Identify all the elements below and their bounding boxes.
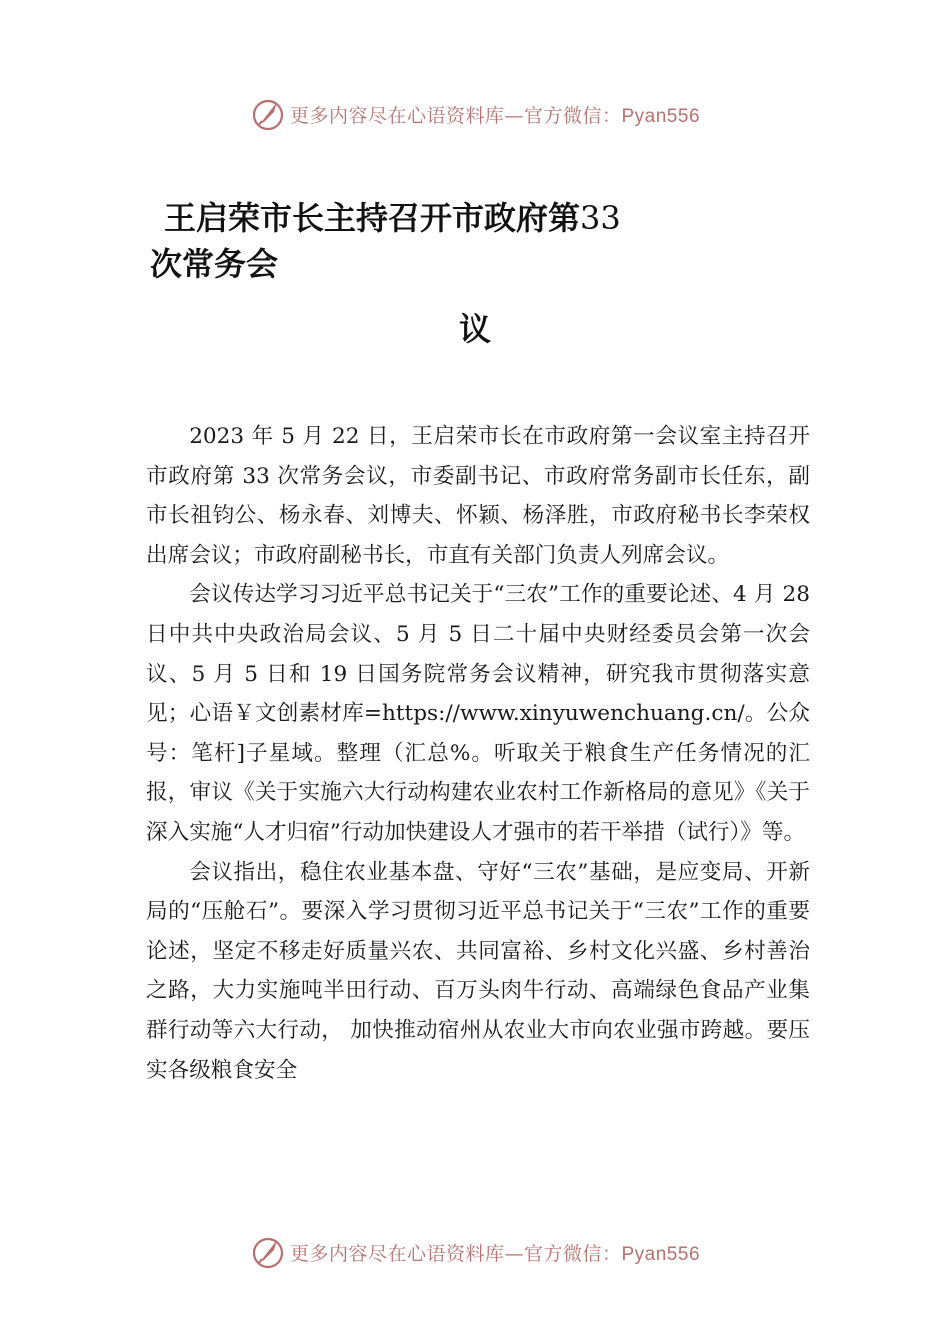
wechat-id: Pyan556 bbox=[621, 105, 701, 127]
title-number: 33 bbox=[580, 199, 621, 237]
document-title bbox=[150, 195, 810, 287]
quill-pen-icon bbox=[250, 1234, 286, 1270]
paragraph-2: 会议传达学习习近平总书记关于“三农”工作的重要论述、4 月 28 日中共中央政治局会议、5 月 5 日二十届中央财经委员会第一次会议、5 月 5 日和 19 日国务院常务会议精神，研究我市贯彻落实意见；心语￥文创素材库=https://www.xinyuwenchuang.cn/。公众号：笔杆]子星域。整理（汇总%。听取关于粮食生产任务情况的汇报，审议《关于实施六大行动构建农业农村工作新格局的意见》《关于深入实施“人才归宿”行动加快建设人才强市的若干举措（试行）》等。 bbox=[146, 582, 810, 845]
paragraph-1: 2023 年 5 月 22 日，王启荣市长在市政府第一会议室主持召开市政府第 33 次常务会议，市委副书记、市政府常务副市长任东，副市长祖钧公、杨永春、刘博夫、怀颖、杨泽胜，市政府秘书长李荣权出席会议；市政府副秘书长，市直有关部门负责人列席会议。 bbox=[146, 424, 810, 568]
wechat-id: Pyan556 bbox=[621, 1243, 701, 1265]
title-line-2: 次常务会 bbox=[150, 245, 279, 283]
banner-text: 更多内容尽在心语资料库—官方微信：Pyan556 bbox=[289, 1242, 701, 1265]
paragraph-3: 会议指出，稳住农业基本盘、守好“三农”基础，是应变局、开新局的“压舱石”。要深入学习贯彻习近平总书记关于“三农”工作的重要论述，坚定不移走好质量兴农、共同富裕、乡村文化兴盛、乡村善治之路，大力实施吨半田行动、百万头肉牛行动、高端绿色食品产业集群行动等六大行动， 加快推动宿州从农业大市向农业强市跨越。要压实各级粮食安全 bbox=[146, 859, 810, 1083]
quill-pen-icon bbox=[250, 96, 286, 132]
header-banner bbox=[0, 94, 950, 134]
banner-text: 更多内容尽在心语资料库—官方微信：Pyan556 bbox=[289, 104, 701, 127]
title-line-3: 议 bbox=[458, 310, 491, 348]
document-body bbox=[146, 417, 810, 1090]
footer-banner bbox=[0, 1232, 950, 1272]
title-line-1: 王启荣市长主持召开市政府第33 bbox=[164, 199, 621, 237]
